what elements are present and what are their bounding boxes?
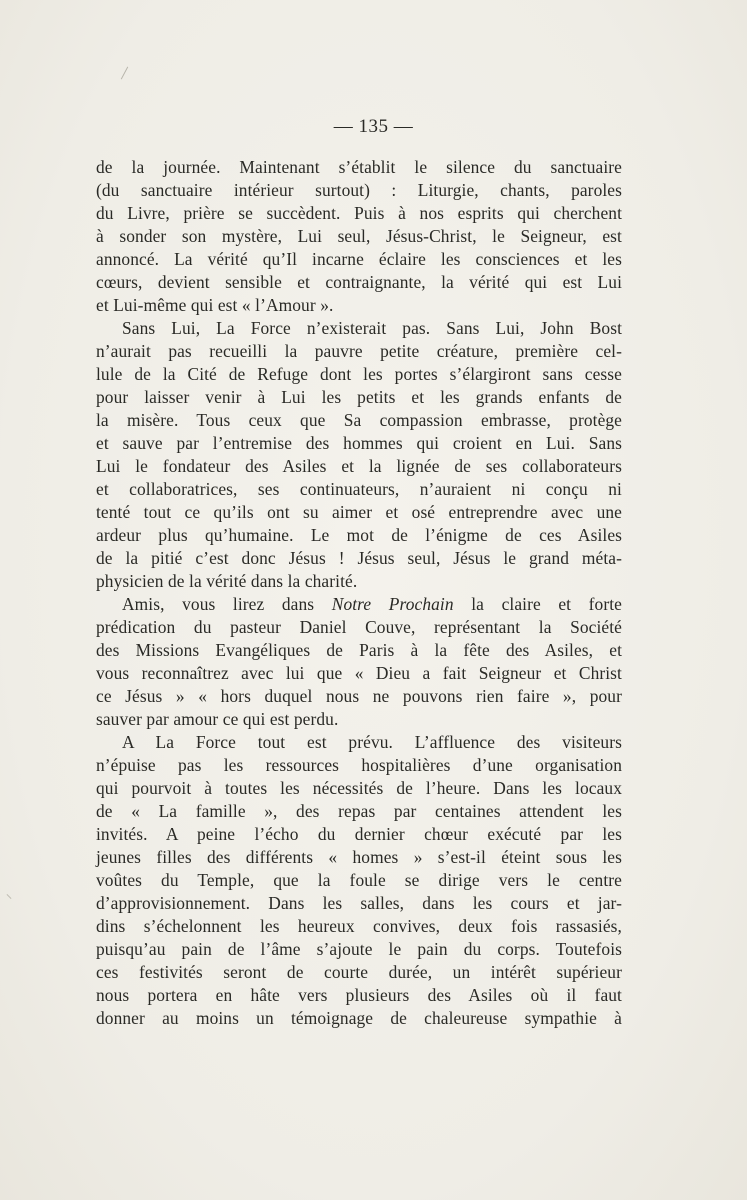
text-line: pour laisser venir à Lui les petits et les grands enfants de: [96, 387, 622, 407]
pencil-mark: [121, 67, 128, 80]
text-line: lule de la Cité de Refuge dont les portes s’élargiront sans cesse: [96, 364, 622, 384]
paragraph-3: [96, 593, 622, 731]
text-line: cœurs, devient sensible et contraignante, la vérité qui est Lui: [96, 272, 622, 292]
text-line: et Lui-même qui est « l’Amour ».: [96, 295, 334, 315]
text-line: puisqu’au pain de l’âme s’ajoute le pain du corps. Toutefois: [96, 939, 622, 959]
text-line: annoncé. La vérité qu’Il incarne éclaire les consciences et les: [96, 249, 622, 269]
text-line: sauver par amour ce qui est perdu.: [96, 709, 339, 729]
text-line: de la pitié c’est donc Jésus ! Jésus seul, Jésus le grand méta-: [96, 548, 622, 568]
text-line: qui pourvoit à toutes les nécessités de l’heure. Dans les locaux: [96, 778, 622, 798]
text-line: nous portera en hâte vers plusieurs des Asiles où il faut: [96, 985, 622, 1005]
text-line: [96, 593, 622, 616]
text-line: la misère. Tous ceux que Sa compassion embrasse, protège: [96, 410, 622, 430]
text-line: des Missions Evangéliques de Paris à la fête des Asiles, et: [96, 640, 622, 660]
text-line: invités. A peine l’écho du dernier chœur exécuté par les: [96, 824, 622, 844]
text-line: A La Force tout est prévu. L’affluence des visiteurs: [122, 732, 622, 752]
text-line: donner au moins un témoignage de chaleureuse sympathie à: [96, 1008, 622, 1028]
page-number: — 135 —: [333, 116, 414, 137]
text-line: n’épuise pas les ressources hospitalières d’une organisation: [96, 755, 622, 775]
paragraph-2: [96, 317, 622, 593]
margin-mark: [7, 894, 12, 899]
text-line: ardeur plus qu’humaine. Le mot de l’énigme de ces Asiles: [96, 525, 622, 545]
text-line: de la journée. Maintenant s’établit le silence du sanctuaire: [96, 157, 622, 177]
text-line: n’aurait pas recueilli la pauvre petite créature, première cel-: [96, 341, 622, 361]
text-line: voûtes du Temple, que la foule se dirige vers le centre: [96, 870, 622, 890]
journal-title: Notre Prochain: [331, 594, 454, 614]
text-line: dins s’échelonnent les heureux convives, deux fois rassasiés,: [96, 916, 622, 936]
text-line: (du sanctuaire intérieur surtout) : Liturgie, chants, paroles: [96, 180, 622, 200]
text-line: ces festivités seront de courte durée, un intérêt supérieur: [96, 962, 622, 982]
text-line: jeunes filles des différents « homes » s’est-il éteint sous les: [96, 847, 622, 867]
text-segment: la claire et forte: [471, 594, 622, 614]
text-line: ce Jésus » « hors duquel nous ne pouvons rien faire », pour: [96, 686, 622, 706]
text-line: tenté tout ce qu’ils ont su aimer et osé entreprendre avec une: [96, 502, 622, 522]
text-segment: Amis, vous lirez dans: [122, 594, 315, 614]
text-line: vous reconnaîtrez avec lui que « Dieu a fait Seigneur et Christ: [96, 663, 622, 683]
text-line: d’approvisionnement. Dans les salles, dans les cours et jar-: [96, 893, 622, 913]
paragraph-1: [96, 156, 622, 317]
text-line: Sans Lui, La Force n’existerait pas. Sans Lui, John Bost: [122, 318, 622, 338]
text-line: du Livre, prière se succèdent. Puis à nos esprits qui cherchent: [96, 203, 622, 223]
text-line: à sonder son mystère, Lui seul, Jésus-Christ, le Seigneur, est: [96, 226, 622, 246]
text-line: physicien de la vérité dans la charité.: [96, 571, 358, 591]
text-line: prédication du pasteur Daniel Couve, représentant la Société: [96, 617, 622, 637]
paragraph-4: [96, 731, 622, 1030]
text-line: et collaboratrices, ses continuateurs, n’auraient ni conçu ni: [96, 479, 622, 499]
body-text: [96, 156, 622, 1030]
text-line: et sauve par l’entremise des hommes qui croient en Lui. Sans: [96, 433, 622, 453]
text-line: de « La famille », des repas par centaines attendent les: [96, 801, 622, 821]
text-line: Lui le fondateur des Asiles et la lignée de ses collaborateurs: [96, 456, 622, 476]
